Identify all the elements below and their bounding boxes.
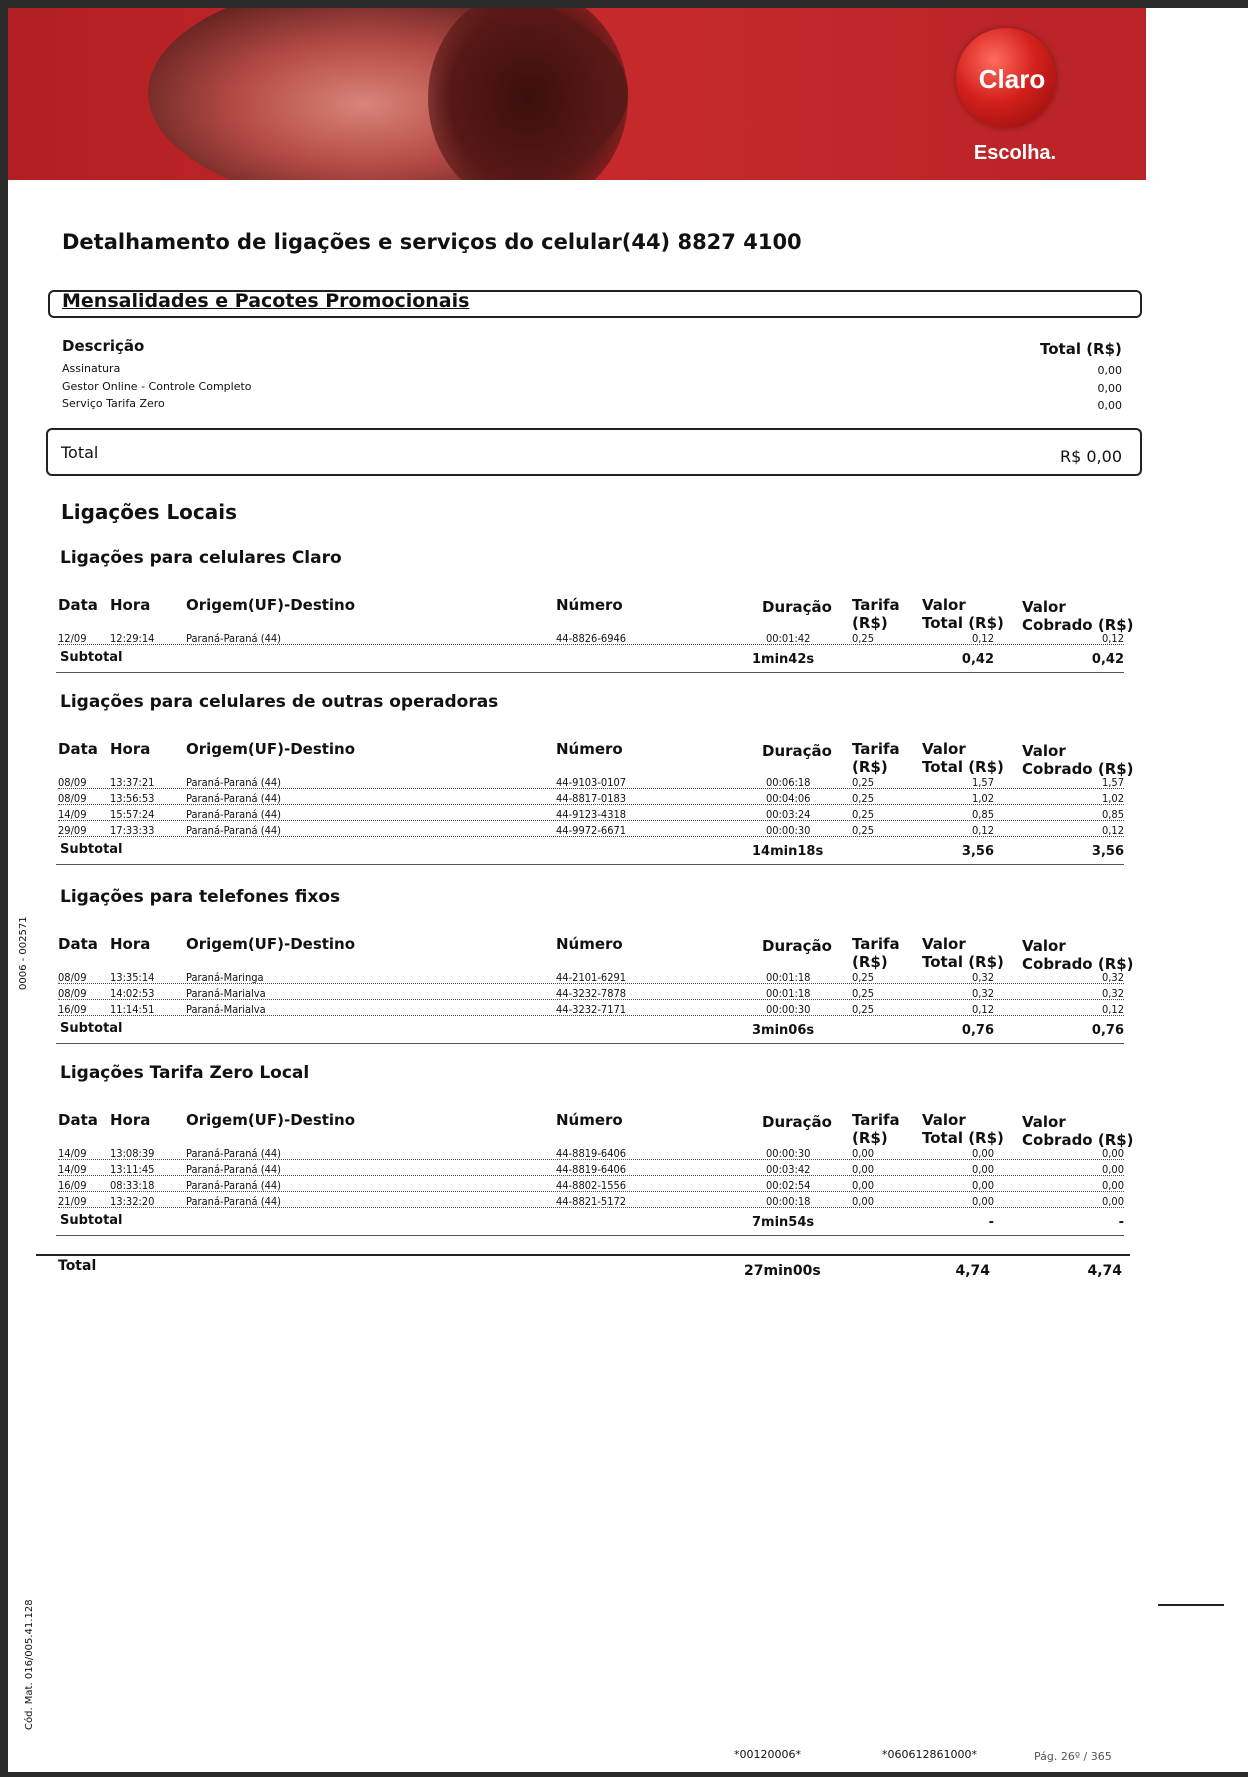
row-valor-cobrado: 0,12 (1101, 1003, 1124, 1016)
section-title: Ligações para celulares Claro (60, 548, 342, 568)
row-tarifa: 0,25 (852, 1003, 875, 1016)
col-header-tarifa-unit: (R$) (852, 953, 888, 971)
col-header-valor-cobrado: Valor (1022, 742, 1066, 760)
subtotal-valor-cobrado: 0,76 (1091, 1023, 1124, 1038)
col-header-tarifa-unit: (R$) (852, 1129, 888, 1147)
col-header-tarifa: Tarifa (852, 740, 900, 758)
row-origem: Paraná-Paraná (44) (186, 808, 282, 821)
claro-logo-text: Claro (978, 64, 1046, 94)
side-code-bottom: Cód. Mat. 016/005.41.128 (24, 1599, 35, 1730)
grand-total-duracao: 27min00s (744, 1263, 821, 1279)
col-header-origem: Origem(UF)-Destino (186, 740, 356, 758)
row-tarifa: 0,25 (852, 792, 875, 805)
col-header-origem: Origem(UF)-Destino (186, 1111, 356, 1129)
row-numero: 44-2101-6291 (556, 971, 627, 984)
col-header-tarifa: Tarifa (852, 935, 900, 953)
scan-border-bottom (0, 1772, 1248, 1777)
row-duracao: 00:01:18 (766, 987, 811, 1000)
scan-border-left (0, 0, 8, 1777)
row-tarifa: 0,00 (852, 1179, 875, 1192)
row-tarifa: 0,25 (852, 808, 875, 821)
col-header-duracao: Duração (762, 742, 832, 760)
subtotal-rule (56, 1043, 1124, 1044)
mensalidades-total-value: R$ 0,00 (1059, 447, 1122, 466)
col-header-valor-cobrado-unit: Cobrado (R$) (1022, 1131, 1134, 1149)
row-hora: 13:11:45 (110, 1163, 155, 1176)
footer-barcode-1: *00120006* (734, 1748, 801, 1761)
row-hora: 13:37:21 (110, 776, 155, 789)
row-numero: 44-9972-6671 (556, 824, 627, 837)
row-valor-total: 0,12 (971, 1003, 994, 1016)
row-data: 12/09 (58, 632, 87, 645)
row-valor-cobrado: 0,12 (1101, 824, 1124, 837)
col-header-valor-cobrado: Valor (1022, 937, 1066, 955)
col-total-rs: Total (R$) (1040, 340, 1122, 358)
scan-border-top (0, 0, 1248, 8)
row-valor-total: 1,02 (971, 792, 994, 805)
row-valor-total: 0,00 (971, 1195, 994, 1208)
subtotal-rule (56, 864, 1124, 865)
grand-total-valor-cobrado: 4,74 (1087, 1263, 1122, 1279)
row-numero: 44-8817-0183 (556, 792, 627, 805)
row-tarifa: 0,00 (852, 1195, 875, 1208)
row-data: 08/09 (58, 792, 87, 805)
row-numero: 44-9123-4318 (556, 808, 627, 821)
subtotal-label: Subtotal (60, 1213, 123, 1228)
row-origem: Paraná-Paraná (44) (186, 1147, 282, 1160)
row-data: 29/09 (58, 824, 87, 837)
col-header-hora: Hora (110, 935, 151, 953)
row-tarifa: 0,25 (852, 632, 875, 645)
row-tarifa: 0,25 (852, 824, 875, 837)
row-tarifa: 0,25 (852, 987, 875, 1000)
subtotal-valor-cobrado: - (1118, 1215, 1124, 1230)
row-numero: 44-9103-0107 (556, 776, 627, 789)
grand-total-rule (36, 1254, 1130, 1256)
col-header-duracao: Duração (762, 937, 832, 955)
section-title: Ligações para celulares de outras operadoras (60, 692, 499, 712)
row-numero: 44-8819-6406 (556, 1147, 627, 1160)
row-numero: 44-3232-7878 (556, 987, 627, 1000)
col-descricao: Descrição (62, 337, 145, 355)
row-numero: 44-3232-7171 (556, 1003, 627, 1016)
row-data: 08/09 (58, 971, 87, 984)
subtotal-label: Subtotal (60, 1021, 123, 1036)
row-valor-total: 0,32 (971, 987, 994, 1000)
row-duracao: 00:00:30 (766, 824, 811, 837)
row-tarifa: 0,25 (852, 971, 875, 984)
row-valor-cobrado: 1,02 (1101, 792, 1124, 805)
item-value: 0,00 (1097, 399, 1122, 412)
row-valor-cobrado: 1,57 (1101, 776, 1124, 789)
grand-total-label: Total (58, 1258, 97, 1274)
col-header-valor-total-unit: Total (R$) (922, 758, 1004, 776)
col-header-valor-total: Valor (922, 740, 966, 758)
row-valor-total: 0,85 (971, 808, 994, 821)
subtotal-valor-total: 3,56 (961, 844, 994, 859)
subtotal-label: Subtotal (60, 842, 123, 857)
side-code-top: 0006 - 002571 (18, 916, 29, 990)
row-hora: 11:14:51 (110, 1003, 155, 1016)
col-header-valor-cobrado-unit: Cobrado (R$) (1022, 616, 1134, 634)
item-value: 0,00 (1097, 382, 1122, 395)
col-header-data: Data (58, 935, 98, 953)
col-header-tarifa-unit: (R$) (852, 758, 888, 776)
col-header-numero: Número (556, 740, 623, 758)
section-title: Ligações Tarifa Zero Local (60, 1063, 310, 1083)
col-header-duracao: Duração (762, 1113, 832, 1131)
row-duracao: 00:00:30 (766, 1003, 811, 1016)
item-desc: Serviço Tarifa Zero (62, 397, 165, 410)
row-valor-total: 0,12 (971, 824, 994, 837)
row-hora: 13:56:53 (110, 792, 155, 805)
subtotal-duracao: 3min06s (752, 1023, 815, 1038)
col-header-tarifa: Tarifa (852, 1111, 900, 1129)
col-header-numero: Número (556, 1111, 623, 1129)
row-origem: Paraná-Paraná (44) (186, 1163, 282, 1176)
row-numero: 44-8826-6946 (556, 632, 627, 645)
subtotal-rule (56, 1235, 1124, 1236)
col-header-tarifa-unit: (R$) (852, 614, 888, 632)
brand-slogan: Escolha. (973, 142, 1057, 164)
subtotal-valor-total: 0,42 (961, 652, 994, 667)
row-hora: 13:32:20 (110, 1195, 155, 1208)
row-valor-cobrado: 0,85 (1101, 808, 1124, 821)
section-title: Ligações para telefones fixos (60, 887, 341, 907)
footer-page-number: Pág. 26º / 365 (1034, 1750, 1112, 1763)
col-header-data: Data (58, 596, 98, 614)
row-hora: 08:33:18 (110, 1179, 155, 1192)
col-header-hora: Hora (110, 740, 151, 758)
mensalidades-total-label: Total (61, 443, 99, 462)
row-numero: 44-8819-6406 (556, 1163, 627, 1176)
col-header-valor-total: Valor (922, 935, 966, 953)
banner-photo-hair (428, 8, 628, 180)
subtotal-label: Subtotal (60, 650, 123, 665)
col-header-tarifa: Tarifa (852, 596, 900, 614)
col-header-valor-total-unit: Total (R$) (922, 953, 1004, 971)
row-numero: 44-8802-1556 (556, 1179, 627, 1192)
row-duracao: 00:06:18 (766, 776, 811, 789)
col-header-valor-total: Valor (922, 596, 966, 614)
row-numero: 44-8821-5172 (556, 1195, 627, 1208)
row-duracao: 00:00:18 (766, 1195, 811, 1208)
row-valor-total: 0,12 (971, 632, 994, 645)
col-header-valor-total: Valor (922, 1111, 966, 1129)
row-hora: 17:33:33 (110, 824, 155, 837)
ligacoes-locais-heading: Ligações Locais (61, 500, 238, 524)
row-data: 08/09 (58, 776, 87, 789)
row-data: 16/09 (58, 1179, 87, 1192)
row-origem: Paraná-Maringa (186, 971, 264, 984)
row-hora: 13:08:39 (110, 1147, 155, 1160)
row-duracao: 00:04:06 (766, 792, 811, 805)
grand-total-valor-total: 4,74 (955, 1263, 990, 1279)
col-header-data: Data (58, 1111, 98, 1129)
row-origem: Paraná-Paraná (44) (186, 824, 282, 837)
subtotal-rule (56, 672, 1124, 673)
row-duracao: 00:00:30 (766, 1147, 811, 1160)
row-valor-total: 1,57 (971, 776, 994, 789)
col-header-valor-total-unit: Total (R$) (922, 614, 1004, 632)
subtotal-valor-total: - (988, 1215, 994, 1230)
col-header-origem: Origem(UF)-Destino (186, 596, 356, 614)
row-data: 14/09 (58, 1163, 87, 1176)
row-valor-cobrado: 0,00 (1101, 1195, 1124, 1208)
row-data: 21/09 (58, 1195, 87, 1208)
col-header-valor-cobrado-unit: Cobrado (R$) (1022, 760, 1134, 778)
col-header-hora: Hora (110, 596, 151, 614)
col-header-valor-total-unit: Total (R$) (922, 1129, 1004, 1147)
col-header-hora: Hora (110, 1111, 151, 1129)
row-data: 16/09 (58, 1003, 87, 1016)
row-origem: Paraná-Marialva (186, 1003, 266, 1016)
row-origem: Paraná-Paraná (44) (186, 776, 282, 789)
row-valor-cobrado: 0,00 (1101, 1163, 1124, 1176)
item-value: 0,00 (1097, 364, 1122, 377)
item-desc: Gestor Online - Controle Completo (62, 380, 252, 393)
col-header-origem: Origem(UF)-Destino (186, 935, 356, 953)
row-duracao: 00:01:42 (766, 632, 811, 645)
col-header-numero: Número (556, 935, 623, 953)
subtotal-valor-cobrado: 0,42 (1091, 652, 1124, 667)
row-origem: Paraná-Paraná (44) (186, 632, 282, 645)
row-hora: 12:29:14 (110, 632, 155, 645)
footer-barcode-2: *060612861000* (882, 1748, 977, 1761)
mensalidades-total-box (46, 428, 1142, 476)
row-valor-cobrado: 0,32 (1101, 971, 1124, 984)
subtotal-duracao: 7min54s (752, 1215, 815, 1230)
col-header-valor-cobrado: Valor (1022, 1113, 1066, 1131)
subtotal-duracao: 1min42s (752, 652, 815, 667)
row-hora: 13:35:14 (110, 971, 155, 984)
mensalidades-heading: Mensalidades e Pacotes Promocionais (62, 290, 470, 312)
row-origem: Paraná-Marialva (186, 987, 266, 1000)
margin-mark (1158, 1604, 1224, 1606)
row-tarifa: 0,25 (852, 776, 875, 789)
row-valor-total: 0,32 (971, 971, 994, 984)
row-data: 14/09 (58, 1147, 87, 1160)
row-duracao: 00:03:42 (766, 1163, 811, 1176)
row-tarifa: 0,00 (852, 1147, 875, 1160)
row-valor-cobrado: 0,12 (1101, 632, 1124, 645)
row-duracao: 00:03:24 (766, 808, 811, 821)
col-header-valor-cobrado-unit: Cobrado (R$) (1022, 955, 1134, 973)
page-title: Detalhamento de ligações e serviços do celular(44) 8827 4100 (62, 230, 802, 254)
row-hora: 15:57:24 (110, 808, 155, 821)
col-header-valor-cobrado: Valor (1022, 598, 1066, 616)
row-data: 08/09 (58, 987, 87, 1000)
row-duracao: 00:01:18 (766, 971, 811, 984)
row-valor-cobrado: 0,32 (1101, 987, 1124, 1000)
row-data: 14/09 (58, 808, 87, 821)
row-origem: Paraná-Paraná (44) (186, 1179, 282, 1192)
subtotal-duracao: 14min18s (752, 844, 824, 859)
row-valor-total: 0,00 (971, 1179, 994, 1192)
col-header-data: Data (58, 740, 98, 758)
col-header-duracao: Duração (762, 598, 832, 616)
item-desc: Assinatura (62, 362, 121, 375)
subtotal-valor-cobrado: 3,56 (1091, 844, 1124, 859)
row-duracao: 00:02:54 (766, 1179, 811, 1192)
row-origem: Paraná-Paraná (44) (186, 792, 282, 805)
row-origem: Paraná-Paraná (44) (186, 1195, 282, 1208)
row-valor-total: 0,00 (971, 1147, 994, 1160)
row-hora: 14:02:53 (110, 987, 155, 1000)
row-valor-total: 0,00 (971, 1163, 994, 1176)
row-valor-cobrado: 0,00 (1101, 1147, 1124, 1160)
col-header-numero: Número (556, 596, 623, 614)
row-tarifa: 0,00 (852, 1163, 875, 1176)
row-valor-cobrado: 0,00 (1101, 1179, 1124, 1192)
subtotal-valor-total: 0,76 (961, 1023, 994, 1038)
